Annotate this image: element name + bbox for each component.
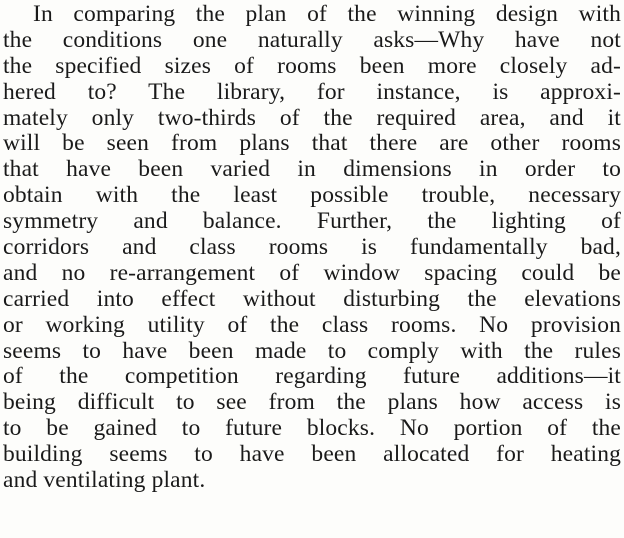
body-paragraph bbox=[3, 2, 621, 494]
paragraph-line: of the competition regarding future additions—it bbox=[3, 363, 621, 390]
paragraph-line: to be gained to future blocks. No portion of the bbox=[3, 415, 621, 442]
paragraph-line: or working utility of the class rooms. No provision bbox=[3, 311, 621, 338]
paragraph-line: and no re-arrangement of window spacing could be bbox=[3, 259, 621, 286]
paragraph-line: hered to? The library, for instance, is approxi- bbox=[3, 78, 621, 105]
paragraph-line: seems to have been made to comply with the rules bbox=[3, 337, 621, 364]
paragraph-line: symmetry and balance. Further, the lighting of bbox=[3, 208, 621, 235]
paragraph-line: that have been varied in dimensions in order to bbox=[3, 156, 621, 183]
paragraph-line: building seems to have been allocated for heating bbox=[3, 441, 621, 468]
paragraph-line: will be seen from plans that there are other rooms bbox=[3, 130, 621, 157]
paragraph-line: the conditions one naturally asks—Why have not bbox=[3, 26, 621, 53]
paragraph-line: In comparing the plan of the winning design with bbox=[33, 1, 621, 27]
paragraph-line: carried into effect without disturbing the elevations bbox=[3, 285, 621, 312]
paragraph-line: mately only two-thirds of the required area, and it bbox=[3, 104, 621, 131]
paragraph-line: and ventilating plant. bbox=[3, 467, 206, 494]
paragraph-line: the specified sizes of rooms been more closely ad- bbox=[3, 52, 621, 79]
paragraph-line: being difficult to see from the plans how access is bbox=[3, 389, 621, 416]
paragraph-line: obtain with the least possible trouble, necessary bbox=[3, 182, 621, 209]
paragraph-line: corridors and class rooms is fundamentally bad, bbox=[3, 234, 621, 261]
